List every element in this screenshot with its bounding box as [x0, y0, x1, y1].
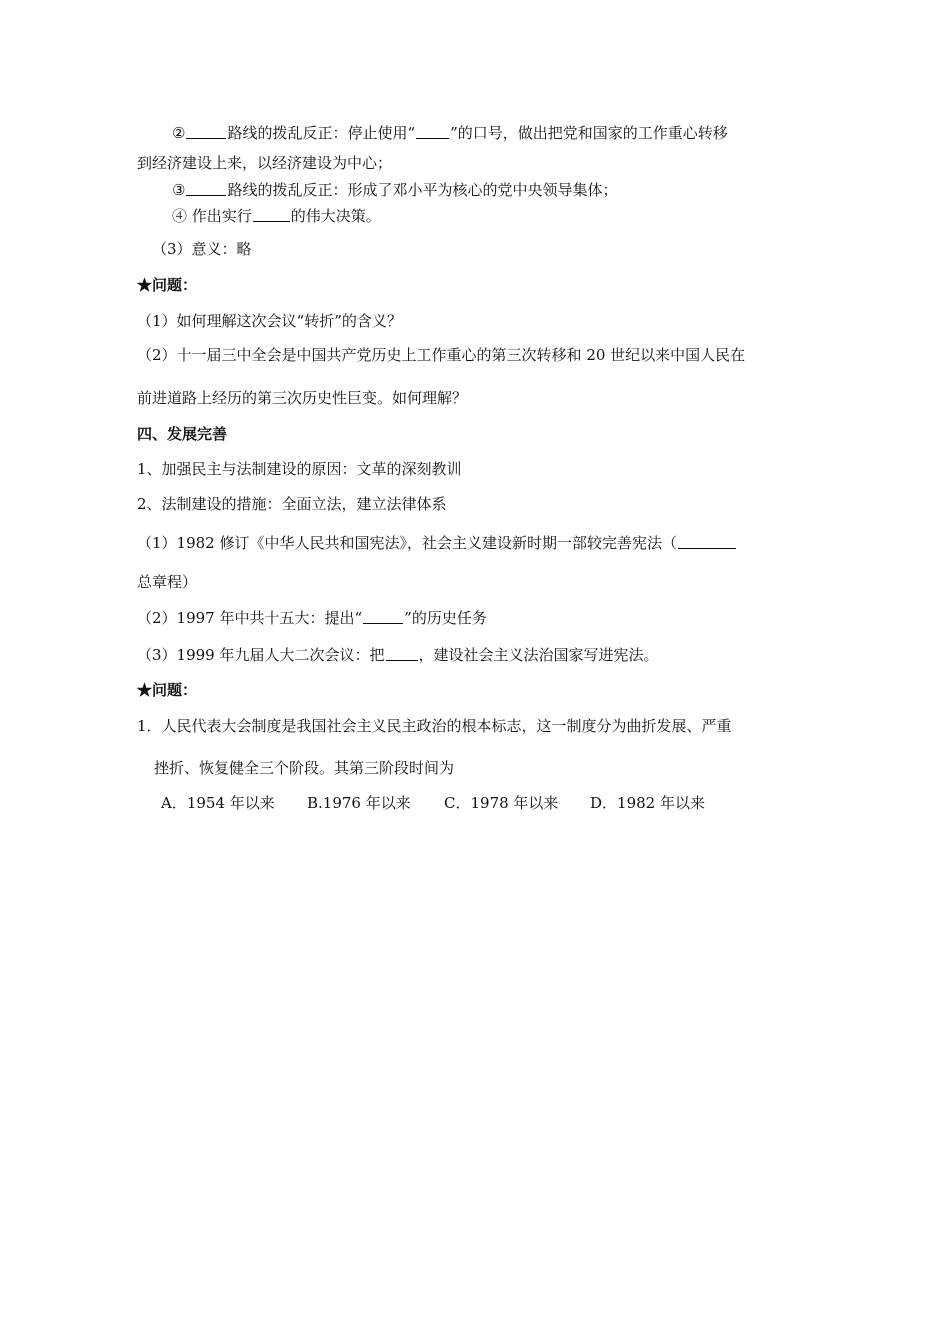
fill-blank[interactable]: [363, 609, 403, 624]
fill-blank[interactable]: [416, 124, 449, 139]
option-b[interactable]: B.1976 年以来: [307, 794, 411, 812]
option-a[interactable]: A．1954 年以来: [161, 794, 275, 812]
circled-number: ②: [172, 124, 186, 142]
option-c[interactable]: C．1978 年以来: [444, 794, 559, 812]
section-title: 四、发展完善: [137, 425, 228, 443]
text-segment: ”的历史任务: [404, 609, 487, 627]
mc-options: [161, 793, 705, 813]
text-segment: ”的口号，做出把党和国家的工作重心转移: [450, 124, 728, 142]
text-line: [172, 206, 381, 226]
circled-number: ③: [172, 181, 186, 199]
question-header: ★问题：: [137, 681, 198, 699]
question-header: ★问题：: [137, 276, 198, 294]
text-line: （3）意义：略: [152, 240, 252, 258]
text-segment: ④ 作出实行: [172, 207, 252, 225]
text-segment: （2）1997 年中共十五大：提出“: [137, 609, 363, 627]
question-item: （1）如何理解这次会议“转折”的含义？: [137, 312, 402, 330]
mc-question-continued: 挫折、恢复健全三个阶段。其第三阶段时间为: [154, 759, 455, 777]
question-item: （2）十一届三中全会是中国共产党历史上工作重心的第三次转移和 20 世纪以来中国人民在: [137, 346, 746, 364]
text-line: [137, 645, 659, 665]
question-item-continued: 前进道路上经历的第三次历史性巨变。如何理解？: [137, 389, 468, 407]
text-segment: 路线的拨乱反正：停止使用“: [227, 124, 416, 142]
text-line: 到经济建设上来，以经济建设为中心；: [137, 154, 393, 172]
text-segment: （3）1999 年九届人大二次会议：把: [137, 646, 385, 664]
text-line-continued: 总章程）: [137, 573, 198, 591]
text-segment: 路线的拨乱反正：形成了邓小平为核心的党中央领导集体；: [227, 181, 618, 199]
option-d[interactable]: D．1982 年以来: [590, 794, 705, 812]
text-line: 1、加强民主与法制建设的原因：文革的深刻教训: [137, 460, 462, 478]
text-segment: ，建设社会主义法治国家写进宪法。: [418, 646, 659, 664]
text-line: [172, 180, 617, 200]
text-segment: 的伟大决策。: [290, 207, 381, 225]
fill-blank[interactable]: [386, 646, 418, 661]
fill-blank[interactable]: [186, 181, 226, 196]
mc-question: 1．人民代表大会制度是我国社会主义民主政治的根本标志，这一制度分为曲折发展、严重: [137, 717, 732, 735]
text-line: [137, 533, 737, 553]
fill-blank[interactable]: [186, 124, 226, 139]
fill-blank[interactable]: [678, 534, 736, 549]
text-line: [137, 608, 487, 628]
text-line: [172, 123, 728, 143]
fill-blank[interactable]: [253, 207, 290, 222]
text-segment: （1）1982 修订《中华人民共和国宪法》，社会主义建设新时期一部较完善宪法（: [137, 534, 677, 552]
text-line: 2、法制建设的措施：全面立法，建立法律体系: [137, 495, 447, 513]
